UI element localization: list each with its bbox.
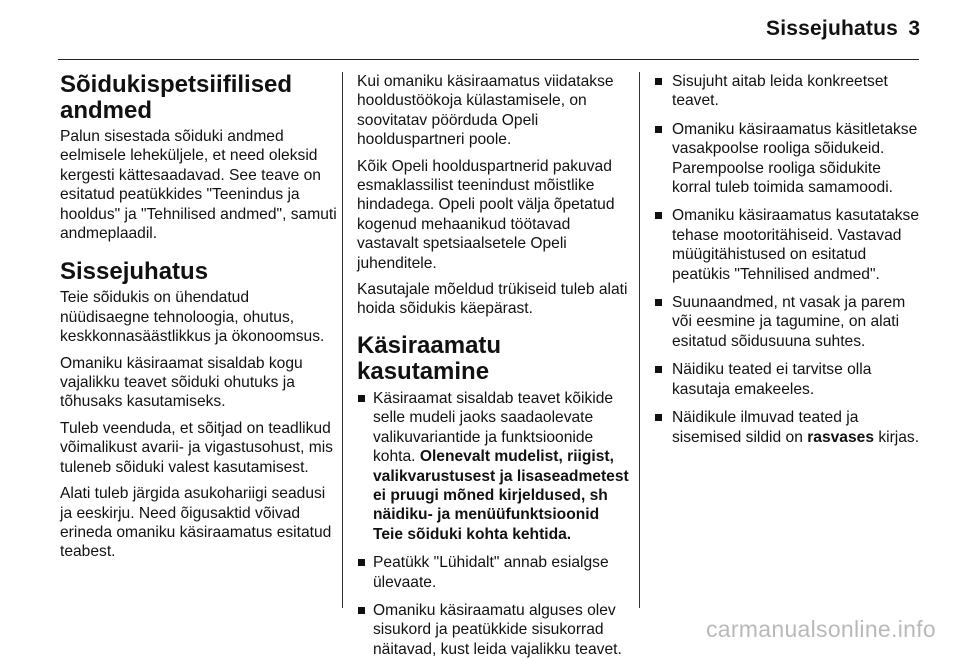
list-item-text: Omaniku käsiraamatus kasutatakse tehase mootoritähiseid. Vastavad müügitähistused on esitatud peatükis "Tehnilised andmed". (672, 207, 920, 283)
list-item-text: Omaniku käsiraamatus käsitletakse vasakpoolse rooliga sõidukeid. Parempoolse rooliga sõidukite korral tuleb toimida samamoodi. (672, 120, 918, 197)
section-heading-introduction: Sissejuhatus (60, 258, 209, 286)
list-item (654, 120, 924, 198)
paragraph: Teie sõidukis on ühendatud nüüdisaegne tehnoloogia, ohutus, keskkonnasäästlikkus ja ökonoomsus. (60, 289, 325, 346)
list-item-text: Käsiraamat sisaldab teavet kõikide selle mudeli jaoks saadaolevate valikuvariantide ja funktsioonide kohta. (373, 389, 614, 466)
header-divider (58, 59, 919, 60)
column-divider (342, 72, 343, 608)
list-item (654, 206, 924, 284)
page-header (0, 0, 960, 56)
paragraph: Kõik Opeli hoolduspartnerid pakuvad esmaklassilist teenindust mõistlike hindadega. Opeli poolt välja õpetatud kogenud mehaanikud töötavad vastavalt spetsiaalsetele Opeli juhenditele. (357, 157, 615, 272)
list-item (654, 293, 924, 351)
paragraph: Omaniku käsiraamat sisaldab kogu vajalikku teavet sõiduki ohutuks ja tõhusaks kasutamiseks. (60, 354, 303, 411)
list-item-text: Näidiku teated ei tarvitse olla kasutaja emakeeles. (672, 361, 872, 398)
paragraph: Tuleb veenduda, et sõitjad on teadlikud võimalikust avarii- ja vigastusohust, mis tuleneb sõiduki valest kasutamisest. (60, 419, 333, 476)
list-item (654, 72, 924, 111)
list-item-text-end: kirjas. (878, 428, 920, 446)
list-item-text: Suunaandmed, nt vasak ja parem või eesmine ja tagumine, on alati esitatud sõidusuuna suhtes. (672, 294, 906, 350)
header-title: Sissejuhatus (766, 17, 898, 40)
column-1 (60, 72, 338, 608)
list-item (654, 408, 924, 447)
list-item-text: Sisujuht aitab leida konkreetset teavet. (672, 73, 888, 110)
column-3 (654, 72, 924, 608)
paragraph: Kasutajale mõeldud trükiseid tuleb alati hoida sõidukis käepärast. (357, 281, 628, 318)
list-item-bold-text: Olenevalt mudelist, riigist, valikvarustusest ja lisaseadmetest ei pruugi mõned kirjeldused, sh näidiku- ja menüüfunktsioonid Teie sõiduki kohta kehtida. (373, 448, 629, 543)
bullet-list (357, 389, 632, 659)
list-item (357, 601, 632, 659)
watermark: carmanualsonline.info (705, 616, 936, 642)
paragraph: Alati tuleb järgida asukohariigi seadusi ja eeskirju. Need õigusaktid võivad erineda omaniku käsiraamatus esitatud teabest. (60, 485, 332, 561)
section-heading-using-manual: Käsiraamatu kasutamine (357, 331, 502, 385)
column-divider (639, 72, 640, 608)
list-item (357, 389, 632, 544)
column-2 (357, 72, 632, 658)
list-item-bold-text: rasvases (807, 428, 874, 446)
paragraph: Palun sisestada sõiduki andmed eelmisele leheküljele, et need oleksid kergesti kättesaadavad. See teave on esitatud peatükkides "Teenindus ja hooldus" ja "Tehnilised andmed", samuti andmeplaadil. (60, 128, 337, 243)
list-item (654, 360, 924, 399)
list-item-text: Omaniku käsiraamatu alguses olev sisukord ja peatükkide sisukorrad näitavad, kust leida vajalikku teavet. (373, 601, 622, 658)
section-heading-vehicle-data: Sõidukispetsiifilised andmed (60, 71, 293, 124)
paragraph: Kui omaniku käsiraamatus viidatakse hooldustöökoja külastamisele, on soovitatav pöörduda Opeli hoolduspartneri poole. (357, 73, 614, 149)
page-number: 3 (908, 17, 920, 40)
bullet-list (654, 72, 924, 447)
list-item-text: Näidikule ilmuvad teated ja sisemised sildid on (672, 409, 859, 446)
list-item (357, 553, 632, 592)
list-item-text: Peatükk "Lühidalt" annab esialgse ülevaate. (373, 554, 609, 591)
